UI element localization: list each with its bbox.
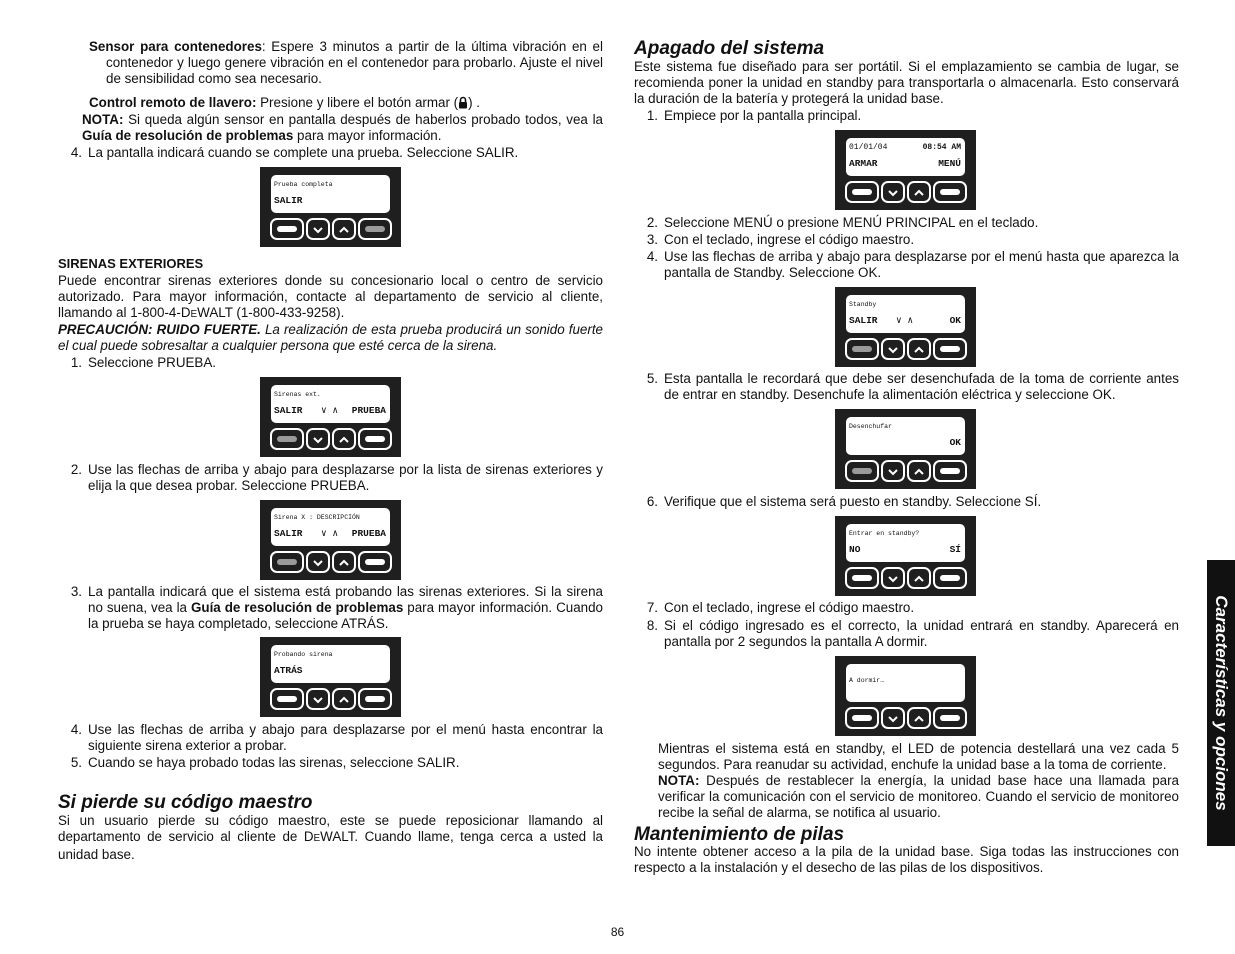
lcd-display: Sirena X : DESCRIPCIÓN SALIR ∨ ∧ PRUEBA [271,508,390,546]
keypad-screen-a-dormir [835,656,976,736]
apagado-heading: Apagado del sistema [634,38,825,59]
lcd-display: Standby SALIR ∨ ∧ OK [846,295,965,333]
keypad-screen-sirena-descripcion [260,500,401,580]
arrow-down-key[interactable] [306,218,330,240]
standby-step-8: 8. Si el código ingresado es el correcto, la unidad entrará en standby. Aparecerá en pantalla por 2 segundos la pantalla A dormir. [646,618,1179,650]
soft-key-right[interactable] [933,460,967,482]
lock-icon [458,96,468,113]
soft-key-right[interactable] [933,338,967,360]
arrow-down-key[interactable] [881,181,905,203]
lcd-display: Entrar en standby? NO SÍ [846,524,965,562]
keypad-screen-main [835,130,976,210]
arrow-up-key[interactable] [332,428,356,450]
lcd-display: Sirenas ext. SALIR ∨ ∧ PRUEBA [271,385,390,423]
keypad-buttons [845,460,966,484]
sirena-step-2: 2. Use las flechas de arriba y abajo para desplazarse por la lista de sirenas exteriores y elija la que desea probar. Seleccione PRUEBA. [70,462,603,494]
soft-key-left[interactable] [270,551,304,573]
arrow-up-key[interactable] [907,460,931,482]
standby-step-7: 7. Con el teclado, ingrese el código maestro. [646,600,915,615]
arrow-up-key[interactable] [332,688,356,710]
arrow-up-key[interactable] [907,707,931,729]
arrow-up-key[interactable] [907,338,931,360]
nota2-paragraph: NOTA: Después de restablecer la energía, la unidad base hace una llamada para verificar la comunicación con el servicio de monitoreo. Cuando el servicio de monitoreo recibe la señal de alarma, se notifica al usuario. [658,773,1179,821]
soft-key-left[interactable] [270,218,304,240]
step-4-complete: 4. La pantalla indicará cuando se complete una prueba. Seleccione SALIR. [70,145,519,160]
lcd-display: Desenchufar OK [846,417,965,455]
soft-key-right[interactable] [358,688,392,710]
keypad-buttons [845,181,966,205]
arrow-down-key[interactable] [306,688,330,710]
pilas-heading: Mantenimiento de pilas [634,824,845,845]
sirenas-paragraph: Puede encontrar sirenas exteriores donde su concesionario local o centro de servicio autorizado. Para mayor información, contacte al departamento de servicio al cliente, llamando al 1-800-4-DEWALT (1-800-433-9258). [58,273,603,321]
keypad-buttons [270,688,391,712]
standby-step-5: 5. Esta pantalla le recordará que debe ser desenchufada de la toma de corriente antes de entrar en standby. Desenchufe la alimentación eléctrica y seleccione OK. [646,371,1179,403]
keypad-screen-desenchufar [835,409,976,489]
arrow-up-key[interactable] [332,218,356,240]
codigo-heading: Si pierde su código maestro [58,792,313,813]
arrow-up-key[interactable] [907,181,931,203]
keypad-buttons [845,567,966,591]
soft-key-left[interactable] [845,460,879,482]
pilas-paragraph: No intente obtener acceso a la pila de la unidad base. Siga todas las instrucciones con respecto a la instalación y el desecho de las pilas de los dispositivos. [634,844,1179,876]
standby-step-4: 4. Use las flechas de arriba y abajo para desplazarse por el menú hasta que aparezca la pantalla de Standby. Seleccione OK. [646,249,1179,281]
arrow-up-key[interactable] [907,567,931,589]
sirena-step-3: 3. La pantalla indicará que el sistema está probando las sirenas exteriores. Si la sirena no suena, vea la Guía de resolución de problemas para mayor información. Cuando la prueba se haya completado, seleccione ATRÁS. [70,584,604,632]
arrow-up-key[interactable] [332,551,356,573]
standby-step-3: 3. Con el teclado, ingrese el código maestro. [646,232,915,247]
precaucion-paragraph: PRECAUCIÓN: RUIDO FUERTE. La realización de esta prueba producirá un sonido fuerte el cual puede sobresaltar a cualquier persona que esté cerca de la sirena. [58,322,603,354]
soft-key-left[interactable] [845,567,879,589]
soft-key-right[interactable] [358,218,392,240]
soft-key-right[interactable] [358,428,392,450]
keypad-buttons [270,428,391,452]
keypad-screen-entrar-standby [835,516,976,596]
apagado-paragraph: Este sistema fue diseñado para ser portátil. Si el emplazamiento se cambia de lugar, se recomienda poner la unidad en standby para transportarla o almacenarla. Esto conservará la duración de la batería y protegerá la unidad base. [634,59,1179,107]
soft-key-left[interactable] [270,688,304,710]
standby-step-2: 2. Seleccione MENÚ o presione MENÚ PRINCIPAL en el teclado. [646,215,1039,230]
arrow-down-key[interactable] [881,567,905,589]
keypad-buttons [845,707,966,731]
soft-key-right[interactable] [358,551,392,573]
arrow-down-key[interactable] [306,551,330,573]
keypad-buttons [270,551,391,575]
standby-info-paragraph: Mientras el sistema está en standby, el LED de potencia destellará una vez cada 5 segundos. Para reanudar su actividad, enchufe la unidad base a la toma de corriente. [658,741,1179,773]
arrow-down-key[interactable] [881,338,905,360]
arrow-down-key[interactable] [881,460,905,482]
soft-key-left[interactable] [845,181,879,203]
arrow-down-key[interactable] [306,428,330,450]
soft-key-left[interactable] [845,707,879,729]
keypad-screen-sirenas-ext [260,377,401,457]
standby-step-1: 1. Empiece por la pantalla principal. [646,108,862,123]
sirena-step-4: 4. Use las flechas de arriba y abajo para desplazarse por el menú hasta encontrar la siguiente sirena exterior a probar. [70,722,603,754]
keypad-screen-probando-sirena [260,637,401,717]
sirena-step-1: 1. Seleccione PRUEBA. [70,355,217,370]
nota-paragraph: NOTA: Si queda algún sensor en pantalla después de haberlos probado todos, vea la Guía de resolución de problemas para mayor información. [82,112,603,144]
lcd-display: A dormir… [846,664,965,702]
lcd-display: 01/01/04 08:54 AM ARMAR MENÚ [846,138,965,176]
soft-key-right[interactable] [933,181,967,203]
sirena-step-5: 5. Cuando se haya probado todas las sirenas, seleccione SALIR. [70,755,460,770]
keypad-buttons [270,218,391,242]
keypad-screen-prueba-completa [260,167,401,247]
keypad-buttons [845,338,966,362]
section-side-tab: Características y opciones [1207,560,1235,846]
remote-paragraph: Control remoto de llavero: Presione y libere el botón armar ( ) . [58,95,603,113]
standby-step-6: 6. Verifique que el sistema será puesto en standby. Seleccione SÍ. [646,494,1042,509]
arrow-down-key[interactable] [881,707,905,729]
keypad-screen-standby [835,287,976,367]
soft-key-right[interactable] [933,567,967,589]
lcd-display: Probando sirena ATRÁS [271,645,390,683]
codigo-paragraph: Si un usuario pierde su código maestro, este se puede reposicionar llamando al departamento de servicio al cliente de DEWALT. Cuando llame, tenga cerca a usted la unidad base. [58,813,603,863]
soft-key-left[interactable] [270,428,304,450]
lcd-display: Prueba completa SALIR [271,175,390,213]
soft-key-right[interactable] [933,707,967,729]
page-number: 86 [610,925,625,939]
sirenas-heading: SIRENAS EXTERIORES [58,256,204,271]
sensor-paragraph: Sensor para contenedores: Espere 3 minutos a partir de la última vibración en el contenedor y luego genere vibración en el contenedor para probarlo. Ajuste el nivel de sensibilidad como sea necesario. [89,39,603,87]
soft-key-left[interactable] [845,338,879,360]
